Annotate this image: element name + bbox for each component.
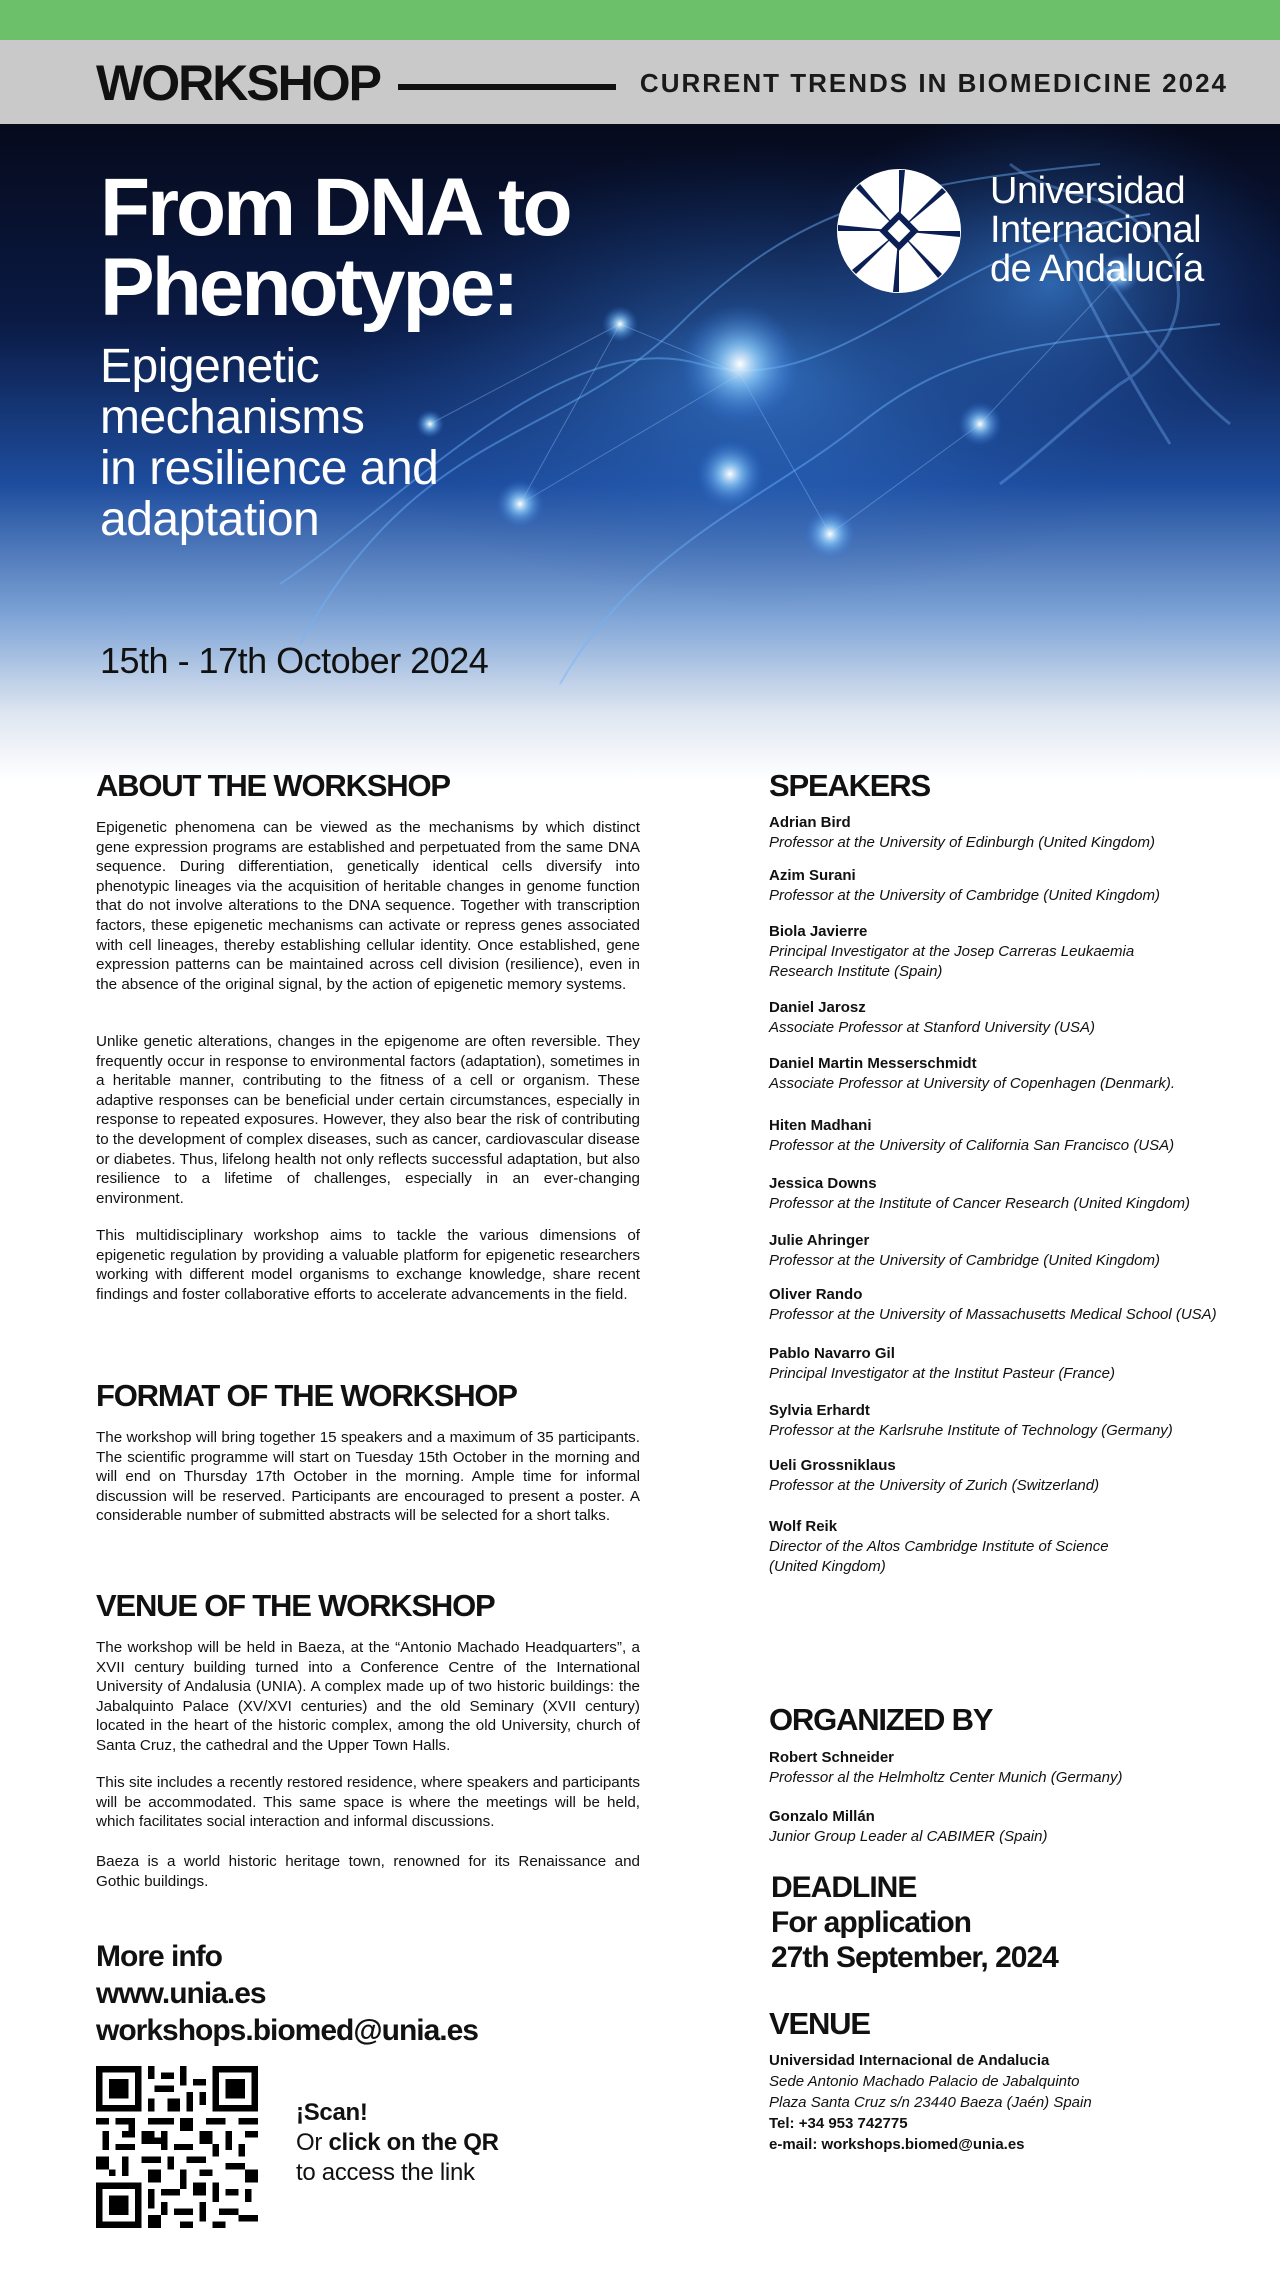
hero-title-line-1: From DNA to bbox=[100, 162, 570, 253]
speaker-role: Director of the Altos Cambridge Institute of Science bbox=[769, 1538, 1109, 1555]
scan-label: ¡Scan! bbox=[296, 2099, 368, 2126]
speaker-entry bbox=[769, 1401, 1269, 1441]
series-title: CURRENT TRENDS IN BIOMEDICINE 2024 bbox=[639, 68, 1228, 98]
speaker-entry bbox=[769, 866, 1269, 906]
hero-title bbox=[100, 162, 660, 334]
hero-subtitle bbox=[100, 342, 570, 546]
deadline-block bbox=[771, 1870, 1058, 1975]
speaker-role: Professor at the University of California San Francisco (USA) bbox=[769, 1137, 1175, 1154]
header-rule bbox=[398, 84, 616, 90]
speaker-role: Professor at the University of Cambridge (United Kingdom) bbox=[769, 1252, 1160, 1269]
speaker-name: Julie Ahringer bbox=[769, 1232, 870, 1249]
deadline-for: For application bbox=[771, 1906, 972, 1939]
venue-contact bbox=[769, 2050, 1249, 2155]
speaker-name: Pablo Navarro Gil bbox=[769, 1345, 895, 1362]
hero-subtitle-line: adaptation bbox=[100, 492, 320, 546]
venue-heading: VENUE bbox=[769, 2006, 870, 2041]
scan-access-text: to access the link bbox=[296, 2159, 475, 2186]
organizer-name: Gonzalo Millán bbox=[769, 1808, 875, 1825]
more-info bbox=[96, 1938, 478, 2049]
venue-email[interactable]: e-mail: workshops.biomed@unia.es bbox=[769, 2136, 1025, 2153]
about-paragraph-2: Unlike genetic alterations, changes in the epigenome are often reversible. They frequently occur in response to environmental factors (adaptation), sometimes in a heritable manner, contributing to the fitness of a cell or organism. These adaptive responses can be beneficial under certain circumstances, especially in response to repeated exposures. However, they also bear the risk of contributing to the development of complex diseases, such as cancer, cardiovascular disease or diabetes. Thus, lifelong health not only reflects successful adaptation, but also resilience to a lifetime of challenges, especially in an ever-changing environment. bbox=[96, 1033, 640, 1207]
speakers-heading: SPEAKERS bbox=[769, 768, 930, 803]
more-info-label: More info bbox=[96, 1940, 222, 1973]
speaker-name: Daniel Martin Messerschmidt bbox=[769, 1055, 977, 1072]
unia-logo-icon bbox=[836, 168, 962, 294]
speaker-name: Adrian Bird bbox=[769, 814, 851, 831]
scan-or-text: Or bbox=[296, 2129, 329, 2156]
speaker-name: Jessica Downs bbox=[769, 1175, 877, 1192]
venue-paragraph-1: The workshop will be held in Baeza, at the “Antonio Machado Headquarters”, a XVII century building turned into a Conference Centre of the International University of Andalusia (UNIA). A complex made up of two historic buildings: the Jabalquinto Palace (XV/XVI centuries) and the old Seminary (XVII century) located in the heart of the historic complex, among the old University, church of Santa Cruz, the cathedral and the Upper Town Halls. bbox=[96, 1639, 640, 1754]
speaker-name: Azim Surani bbox=[769, 867, 856, 884]
organizer-role: Professor al the Helmholtz Center Munich (Germany) bbox=[769, 1769, 1123, 1786]
speaker-role: Principal Investigator at the Institut Pasteur (France) bbox=[769, 1365, 1115, 1382]
venue-section-heading: VENUE OF THE WORKSHOP bbox=[96, 1588, 495, 1623]
venue-address-1: Sede Antonio Machado Palacio de Jabalquinto bbox=[769, 2073, 1080, 2090]
organizer-role: Junior Group Leader al CABIMER (Spain) bbox=[769, 1828, 1048, 1845]
speaker-entry bbox=[769, 1456, 1269, 1496]
speaker-name: Oliver Rando bbox=[769, 1286, 863, 1303]
about-paragraph-3: This multidisciplinary workshop aims to tackle the various dimensions of epigenetic regulation by providing a valuable platform for epigenetic researchers working with different model organisms to exchange knowledge, share recent findings and foster collaborative efforts to accelerate advancements in the field. bbox=[96, 1227, 640, 1303]
qr-code-icon[interactable] bbox=[96, 2066, 258, 2228]
organizer-name: Robert Schneider bbox=[769, 1749, 895, 1766]
hero-title-line-2: Phenotype: bbox=[100, 242, 517, 334]
speaker-name: Ueli Grossniklaus bbox=[769, 1457, 896, 1474]
speaker-entry bbox=[769, 1285, 1269, 1325]
speaker-entry bbox=[769, 922, 1269, 982]
about-paragraph-1: Epigenetic phenomena can be viewed as the mechanisms by which distinct gene expression programs are established and perpetuated from the same DNA sequence. During differentiation, genetically identical cells diversify into phenotypic lineages via the acquisition of heritable changes in genome function that do not involve alterations to the DNA sequence. Together with transcription factors, these epigenetic mechanisms can activate or repress genes associated with cell lineages, thereby establishing cellular identity. Once established, gene expression patterns can be maintained across cell division (resilience), even in the absence of the original signal, by the action of epigenetic memory systems. bbox=[96, 819, 640, 993]
hero-subtitle-line: Epigenetic bbox=[100, 340, 320, 393]
speaker-role: Professor at the Institute of Cancer Research (United Kingdom) bbox=[769, 1195, 1191, 1212]
university-name-line: Universidad bbox=[990, 170, 1186, 212]
university-name-line: Internacional bbox=[990, 208, 1202, 251]
hero-subtitle-line: mechanisms bbox=[100, 390, 365, 444]
venue-paragraph-3: Baeza is a world historic heritage town, renowned for its Renaissance and Gothic buildings. bbox=[96, 1853, 640, 1890]
speaker-role: Associate Professor at Stanford University (USA) bbox=[769, 1019, 1095, 1036]
about-heading: ABOUT THE WORKSHOP bbox=[96, 768, 450, 803]
speaker-role: Professor at the University of Zurich (Switzerland) bbox=[769, 1477, 1100, 1494]
organizer-entry bbox=[769, 1807, 1269, 1847]
format-paragraph: The workshop will bring together 15 speakers and a maximum of 35 participants. The scientific programme will start on Tuesday 15th October in the morning and will end on Thursday 17th October in the morning. Ample time for informal discussion will be reserved. Participants are encouraged to present a poster. A considerable number of submitted abstracts will be selected for a short talks. bbox=[96, 1429, 640, 1525]
format-heading: FORMAT OF THE WORKSHOP bbox=[96, 1378, 517, 1413]
speaker-entry bbox=[769, 998, 1269, 1038]
venue-address-2: Plaza Santa Cruz s/n 23440 Baeza (Jaén) Spain bbox=[769, 2094, 1092, 2111]
speaker-name: Biola Javierre bbox=[769, 923, 868, 940]
speaker-name: Sylvia Erhardt bbox=[769, 1402, 870, 1419]
top-green-bar bbox=[0, 0, 1280, 40]
university-name bbox=[990, 172, 1204, 288]
email-link[interactable]: workshops.biomed@unia.es bbox=[96, 2014, 478, 2047]
speaker-entry bbox=[769, 1054, 1269, 1094]
speaker-role: Professor at the Karlsruhe Institute of Technology (Germany) bbox=[769, 1422, 1173, 1439]
speaker-entry bbox=[769, 1116, 1269, 1156]
speaker-entry bbox=[769, 1517, 1269, 1577]
speaker-name: Wolf Reik bbox=[769, 1518, 838, 1535]
speaker-entry bbox=[769, 1344, 1269, 1384]
deadline-date: 27th September, 2024 bbox=[771, 1941, 1058, 1974]
scan-click-text: click on the QR bbox=[328, 2129, 499, 2156]
speaker-role: Associate Professor at University of Copenhagen (Denmark). bbox=[769, 1075, 1176, 1092]
venue-paragraph-2: This site includes a recently restored residence, where speakers and participants will be accommodated. This same space is where the meetings will be held, which facilitates social interaction and informal discussions. bbox=[96, 1774, 640, 1831]
website-link[interactable]: www.unia.es bbox=[96, 1977, 266, 2010]
deadline-label: DEADLINE bbox=[771, 1871, 917, 1904]
speaker-name: Daniel Jarosz bbox=[769, 999, 866, 1016]
speaker-role: Principal Investigator at the Josep Carreras Leukaemia bbox=[769, 943, 1135, 960]
venue-org: Universidad Internacional de Andalucia bbox=[769, 2052, 1050, 2069]
speaker-name: Hiten Madhani bbox=[769, 1117, 872, 1134]
university-name-line: de Andalucía bbox=[990, 247, 1204, 290]
speaker-entry bbox=[769, 813, 1269, 853]
speaker-role: Professor at the University of Massachusetts Medical School (USA) bbox=[769, 1306, 1217, 1323]
hero-subtitle-line: in resilience and bbox=[100, 441, 439, 495]
speaker-role: Professor at the University of Cambridge (United Kingdom) bbox=[769, 887, 1160, 904]
organized-heading: ORGANIZED BY bbox=[769, 1702, 993, 1737]
workshop-dates: 15th - 17th October 2024 bbox=[100, 640, 489, 681]
organizer-entry bbox=[769, 1748, 1269, 1788]
speaker-role: Research Institute (Spain) bbox=[769, 963, 943, 980]
speaker-role: (United Kingdom) bbox=[769, 1558, 886, 1575]
scan-instructions bbox=[296, 2098, 499, 2188]
venue-phone[interactable]: Tel: +34 953 742775 bbox=[769, 2115, 908, 2132]
speaker-entry bbox=[769, 1231, 1269, 1271]
speaker-role: Professor at the University of Edinburgh (United Kingdom) bbox=[769, 834, 1156, 851]
workshop-label: WORKSHOP bbox=[96, 55, 380, 111]
speaker-entry bbox=[769, 1174, 1269, 1214]
